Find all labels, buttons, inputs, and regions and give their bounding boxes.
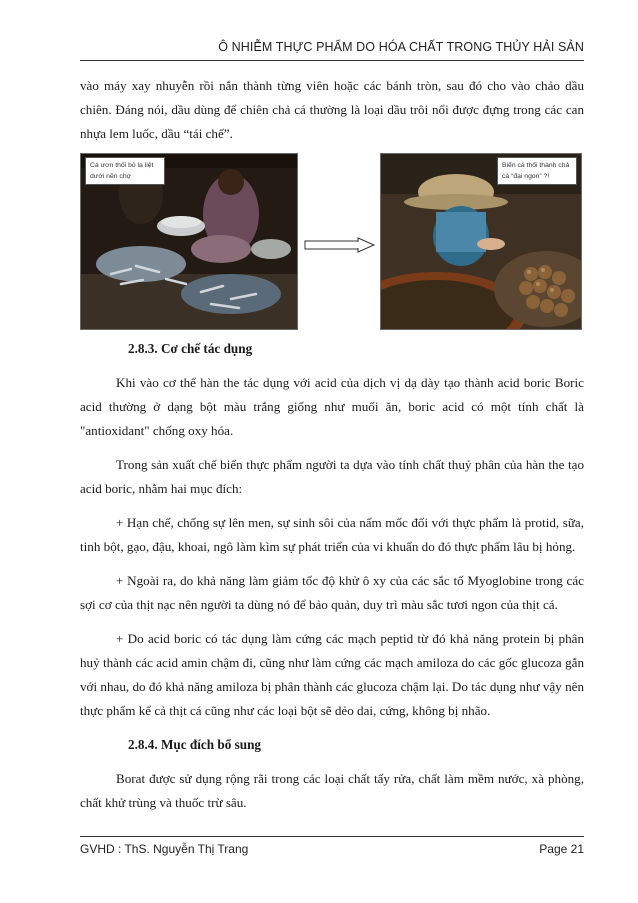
spacer: [80, 723, 584, 733]
spacer: [80, 559, 584, 569]
spacer: [80, 617, 584, 627]
page-header: Ô NHIỄM THỰC PHẨM DO HÓA CHẤT TRONG THỦY HẢI SẢN: [218, 40, 584, 54]
right-photo-caption: Biến cá thối thành chả cá “đại ngon” ?!: [497, 157, 577, 185]
photo-fish-cake-frying: [380, 153, 582, 330]
paragraph-boric-acid: Khi vào cơ thể hàn the tác dụng với acid của dịch vị dạ dày tạo thành acid boric Boric acid thường ở dạng bột màu trắng giống như muối ăn, boric acid có một tính chất là "antioxidant" chống oxy hóa.: [80, 375, 584, 438]
spacer: [80, 361, 584, 371]
footer-supervisor: GVHD : ThS. Nguyễn Thị Trang: [80, 842, 249, 856]
paragraph-anti-fermentation: + Hạn chế, chống sự lên men, sự sinh sôi của nấm mốc đối với thực phẩm là protid, sữa, tinh bột, gạo, đậu, khoai, ngô làm kìm sự phát triển của vi khuẩn do đó thực phẩm lâu bị hỏng.: [80, 515, 584, 554]
page-body: [80, 74, 584, 815]
section-heading-2-8-4: 2.8.4. Mục đích bổ sung: [128, 737, 262, 752]
paragraph-peptide-amiloza: + Do acid boric có tác dụng làm cứng các mạch peptid từ đó khả năng protein bị phân huỷ thành các acid amin chậm đi, cũng như làm cứng các mạch amiloza do các gốc glucoza gắn với nhau, do đó khả năng amiloza bị phân thành các glucoza chậm lại. Do tác dụng như vậy nên thực phẩm kể cả thịt cá cũng như các loại bột sẽ dẻo dai, cứng, không bị nhão.: [80, 631, 584, 718]
arrow-icon: [304, 237, 376, 253]
paragraph-production-purpose: Trong sản xuất chế biến thực phẩm người ta dựa vào tính chất thuỷ phân của hàn the tạo acid boric, nhằm hai mục đích:: [80, 457, 584, 496]
paragraph-borat-usage: Borat được sử dụng rộng rãi trong các loại chất tẩy rửa, chất làm mềm nước, xà phòng, chất khử trùng và thuốc trừ sâu.: [80, 771, 584, 810]
page-footer: [80, 842, 584, 856]
figure: [80, 153, 584, 328]
paragraph-myoglobine: + Ngoài ra, do khả năng làm giảm tốc độ khử ô xy của các sắc tố Myoglobine trong các sợi cơ của thịt nạc nên người ta dùng nó để bảo quản, duy trì màu sắc tươi ngon của thịt cá.: [80, 573, 584, 612]
spacer: [80, 443, 584, 453]
photo-rotten-fish-market: [80, 153, 298, 330]
footer-divider: [80, 836, 584, 837]
spacer: [80, 501, 584, 511]
header-divider: [80, 60, 584, 61]
section-heading-2-8-3: 2.8.3. Cơ chế tác dụng: [128, 341, 253, 356]
left-photo-caption: Cá ươn thối bỏ la liệt dưới nền chợ: [85, 157, 165, 185]
page-number: Page 21: [539, 842, 584, 856]
spacer: [80, 757, 584, 767]
intro-paragraph: vào máy xay nhuyễn rồi nắn thành từng viên hoặc các bánh tròn, sau đó cho vào chảo dầu chiên. Đáng nói, dầu dùng để chiên chả cá thường là loại dầu trôi nổi được đựng trong các can nhựa lem luốc, dầu “tái chế”.: [80, 78, 584, 141]
